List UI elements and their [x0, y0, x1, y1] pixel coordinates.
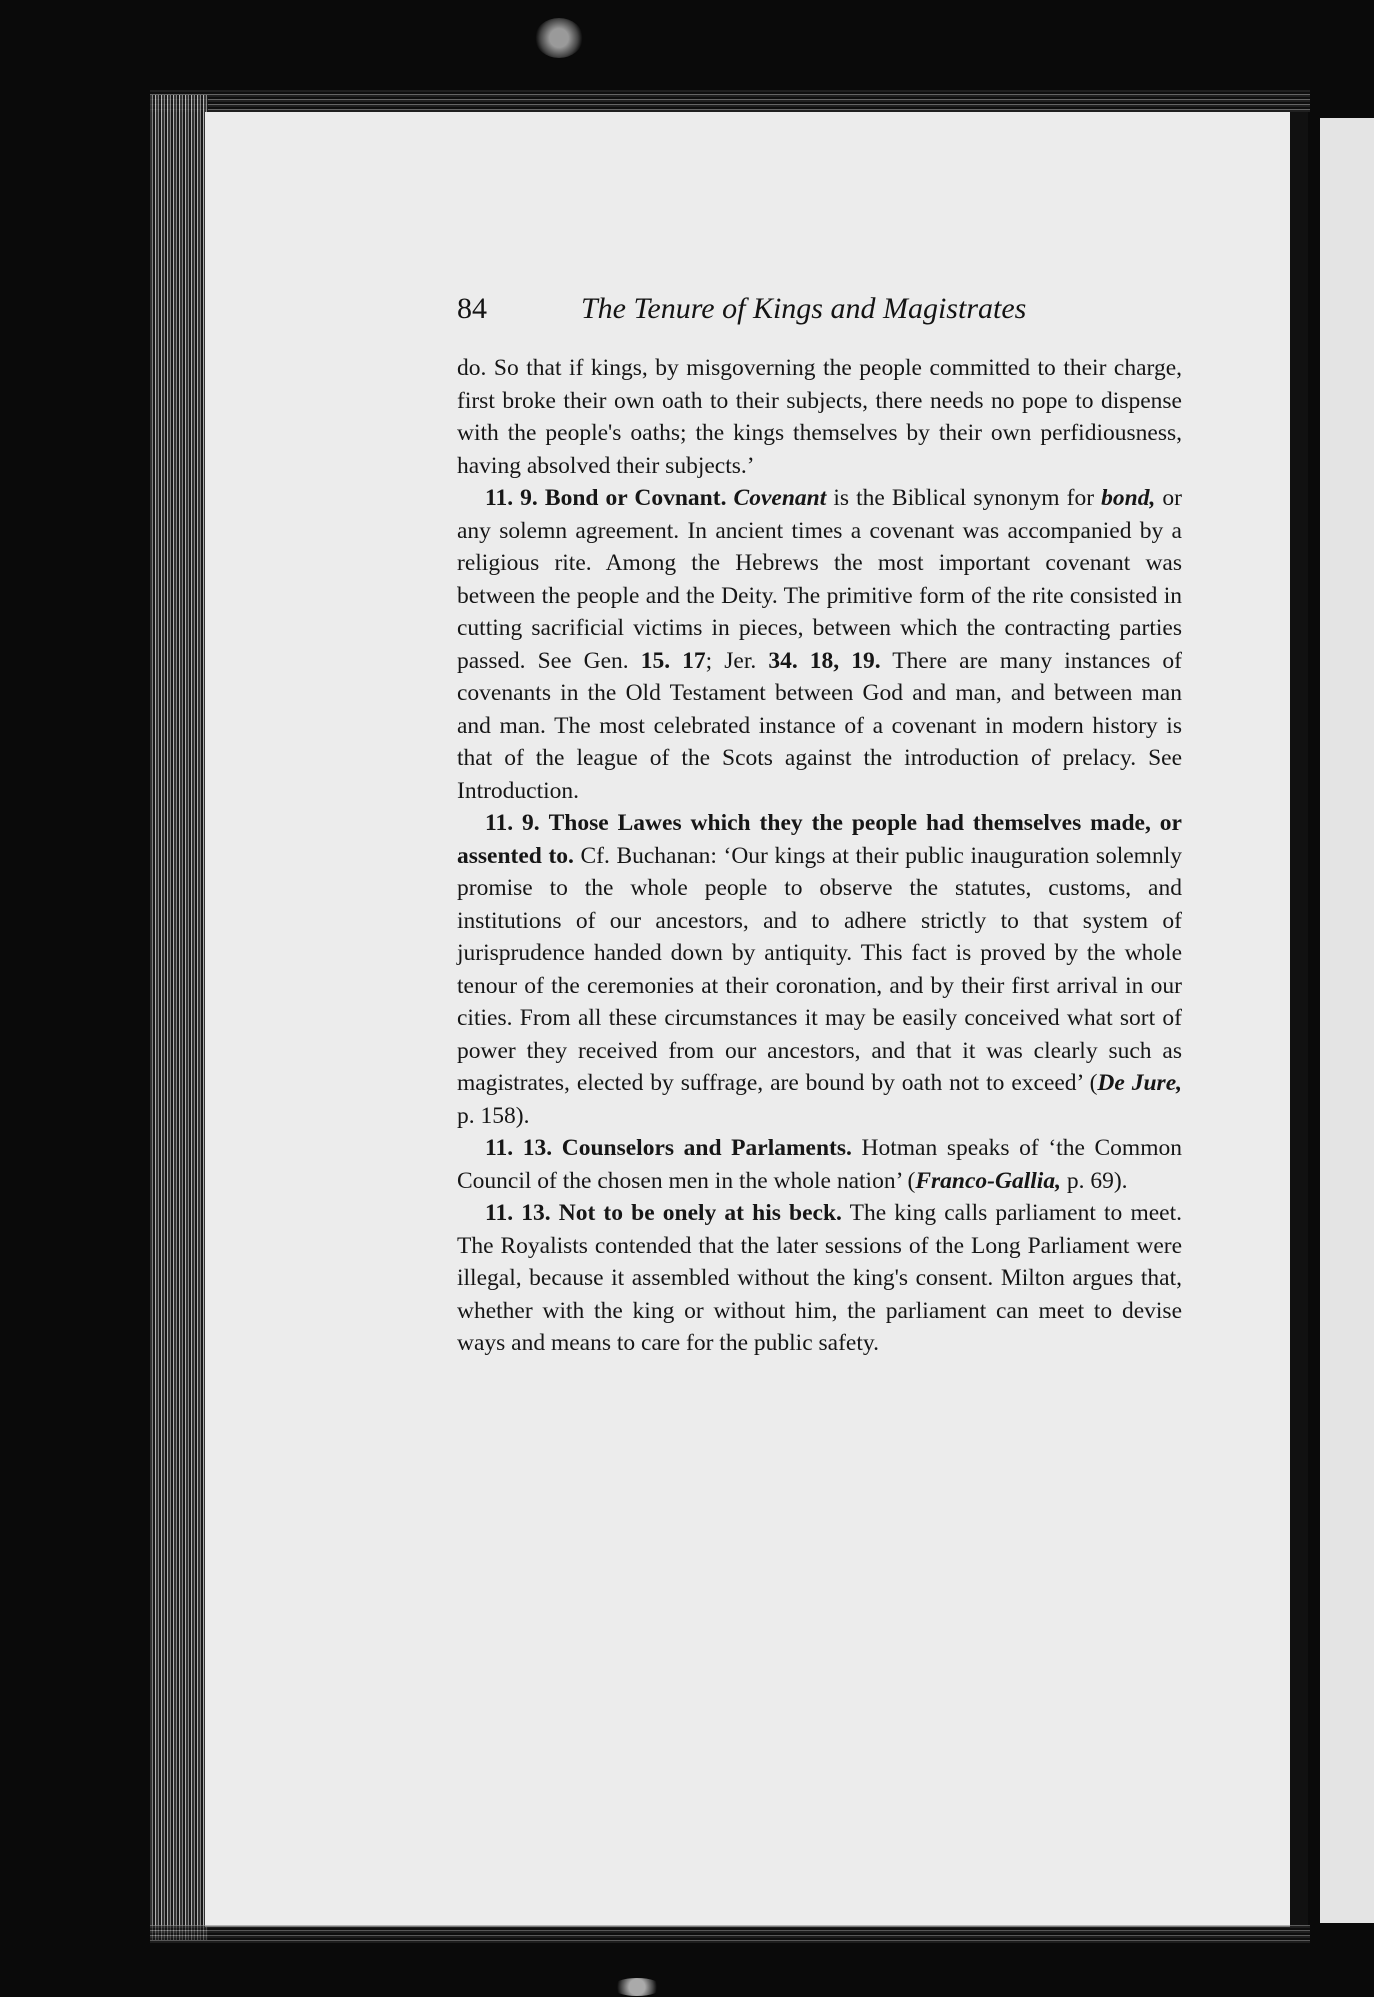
- scripture-reference: 34. 18, 19.: [768, 647, 881, 674]
- note-text: Hotman speaks of ‘the Common Council of the chosen men in the whole nation’ (: [457, 1135, 1182, 1194]
- italic-term: Covenant: [733, 485, 827, 511]
- line-reference: 11. 9.: [485, 810, 540, 836]
- italic-term: bond,: [1101, 485, 1156, 511]
- citation-page: p. 69).: [1060, 1167, 1128, 1194]
- facing-page-edge: [1320, 118, 1374, 1923]
- citation-title: Franco-Gallia,: [915, 1167, 1061, 1194]
- note-paragraph: [457, 807, 1182, 1132]
- book-page-edges: [150, 95, 208, 1940]
- scan-blemish: [612, 1978, 662, 1996]
- running-title: The Tenure of Kings and Magistrates: [581, 292, 1027, 325]
- lemma: Not to be onely at his beck.: [558, 1200, 842, 1226]
- line-reference: 11. 13.: [485, 1200, 551, 1226]
- book-bottom-edge: [150, 1925, 1310, 1943]
- book-gutter: [1290, 112, 1308, 1927]
- scripture-reference: 15. 17: [640, 647, 706, 674]
- note-text: Cf. Buchanan: ‘Our kings at their public inauguration solemnly promise to the whole people to observe the statutes, customs, and institutions of our ancestors, and to adhere strictly to that system of jurisprudence handed down by antiquity. This fact is proved by the whole tenour of the ceremonies at their coronation, and by their first arrival in our cities. From all these circumstances it may be easily conceived what sort of power they received from our ancestors, and that it was clearly such as magistrates, elected by suffrage, are bound by oath not to exceed’ (: [457, 842, 1182, 1096]
- note-paragraph: [457, 1132, 1182, 1197]
- line-reference: 11. 13.: [485, 1135, 553, 1161]
- note-text: ; Jer.: [705, 647, 769, 674]
- page-number: 84: [457, 292, 487, 325]
- note-text: is the Biblical synonym for: [826, 485, 1102, 511]
- lemma: Bond or Covnant.: [544, 485, 727, 511]
- note-text: There are many instances of covenants in the Old Testament between God and man, and between man and man. The most celebrated instance of a covenant in modern history is that of the league of the Scots against the introduction of prelacy. See Introduction.: [457, 647, 1182, 804]
- body-text: [457, 352, 1182, 1360]
- lemma: Those Lawes which they the people had themselves made, or assented to.: [457, 810, 1182, 869]
- citation-page: p. 158).: [457, 1102, 530, 1129]
- book-top-edge: [150, 90, 1310, 112]
- note-text: The king calls parliament to meet. The Royalists contended that the later sessions of the Long Parliament were illegal, because it assembled without the king's consent. Milton argues that, whether with the king or without him, the parliament can meet to devise ways and means to care for the public safety.: [457, 1200, 1182, 1356]
- scan-blemish: [535, 18, 583, 58]
- paragraph: [457, 352, 1182, 482]
- lemma: Counselors and Parlaments.: [561, 1135, 852, 1161]
- paragraph-text: do. So that if kings, by misgoverning the people committed to their charge, first broke their own oath to their subjects, there needs no pope to dispense with the people's oaths; the kings themselves by their own perfidiousness, having absolved their subjects.’: [457, 355, 1182, 479]
- note-paragraph: [457, 1197, 1182, 1360]
- line-reference: 11. 9.: [485, 485, 538, 511]
- citation-title: De Jure,: [1097, 1070, 1183, 1096]
- note-text: or any solemn agreement. In ancient times a covenant was accompanied by a religious rite. Among the Hebrews the most important covenant was between the people and the Deity. The primitive form of the rite consisted in cutting sacrificial victims in pieces, between which the contracting parties passed. See Gen.: [457, 485, 1183, 674]
- note-paragraph: [457, 482, 1182, 807]
